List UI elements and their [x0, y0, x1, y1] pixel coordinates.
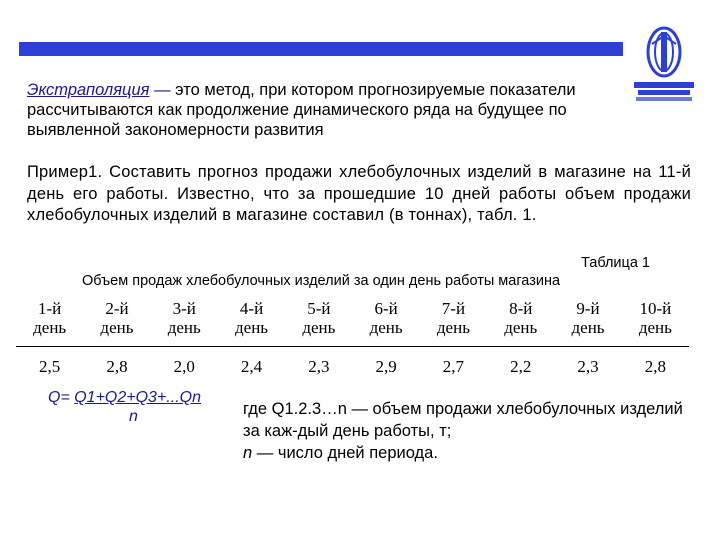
academy-emblem-icon — [628, 22, 700, 108]
formula-numerator: Q1+Q2+Q3+...Qn — [74, 389, 201, 406]
formula-lhs: Q= — [48, 389, 75, 406]
formula-explanation — [243, 398, 703, 464]
day-header-cell: 2-й день — [100, 299, 134, 337]
day-header-cell: 1-й день — [33, 299, 67, 337]
day-header-cell: 10-й день — [638, 299, 672, 337]
definition-text: это метод, при котором прогнозируемые показатели рассчитываются как продолжение динамического ряда на будущее по выявленной закономерности развития — [27, 81, 576, 139]
value-cell: 2,4 — [218, 347, 285, 388]
value-cell: 2,5 — [16, 347, 83, 388]
day-header-cell: 9-й день — [571, 299, 605, 337]
value-cell: 2,8 — [622, 347, 689, 388]
day-header-cell: 8-й день — [504, 299, 538, 337]
explanation-line-2: — число дней периода. — [252, 444, 438, 462]
value-cell: 2,7 — [420, 347, 487, 388]
day-header-cell: 5-й день — [302, 299, 336, 337]
sales-table — [16, 290, 689, 387]
day-header-cell: 6-й день — [369, 299, 403, 337]
day-header-cell: 7-й день — [436, 299, 470, 337]
formula-denominator: n — [129, 408, 138, 425]
header-bar — [19, 42, 623, 56]
value-cell: 2,0 — [151, 347, 218, 388]
value-cell: 2,2 — [487, 347, 554, 388]
definition-term: Экстраполяция — [27, 81, 150, 99]
forecast-formula — [48, 388, 201, 425]
value-cell: 2,8 — [83, 347, 150, 388]
academy-logo — [628, 22, 700, 108]
explanation-line-1: где Q1.2.3…n — объем продажи хлебобулочных изделий за каж-дый день работы, т; — [243, 400, 683, 440]
example-paragraph: Пример1. Составить прогноз продажи хлебобулочных изделий в магазине на 11-й день его работы. Известно, что за прошедшие 10 дней работы объем продажи хлебобулочных изделий в магазине составил (в тоннах), табл. 1. — [27, 163, 691, 224]
table-caption: Объем продаж хлебобулочных изделий за один день работы магазина — [82, 273, 561, 289]
table-number: Таблица 1 — [581, 255, 650, 271]
day-header-cell: 4-й день — [235, 299, 269, 337]
value-cell: 2,3 — [285, 347, 352, 388]
value-cell: 2,3 — [554, 347, 621, 388]
table-values-row — [16, 347, 689, 388]
table-header-row — [16, 290, 689, 347]
day-header-cell: 3-й день — [167, 299, 201, 337]
explanation-n-symbol: n — [243, 444, 253, 462]
value-cell: 2,9 — [352, 347, 419, 388]
definition-paragraph — [27, 80, 597, 140]
definition-dash: — — [154, 81, 171, 99]
